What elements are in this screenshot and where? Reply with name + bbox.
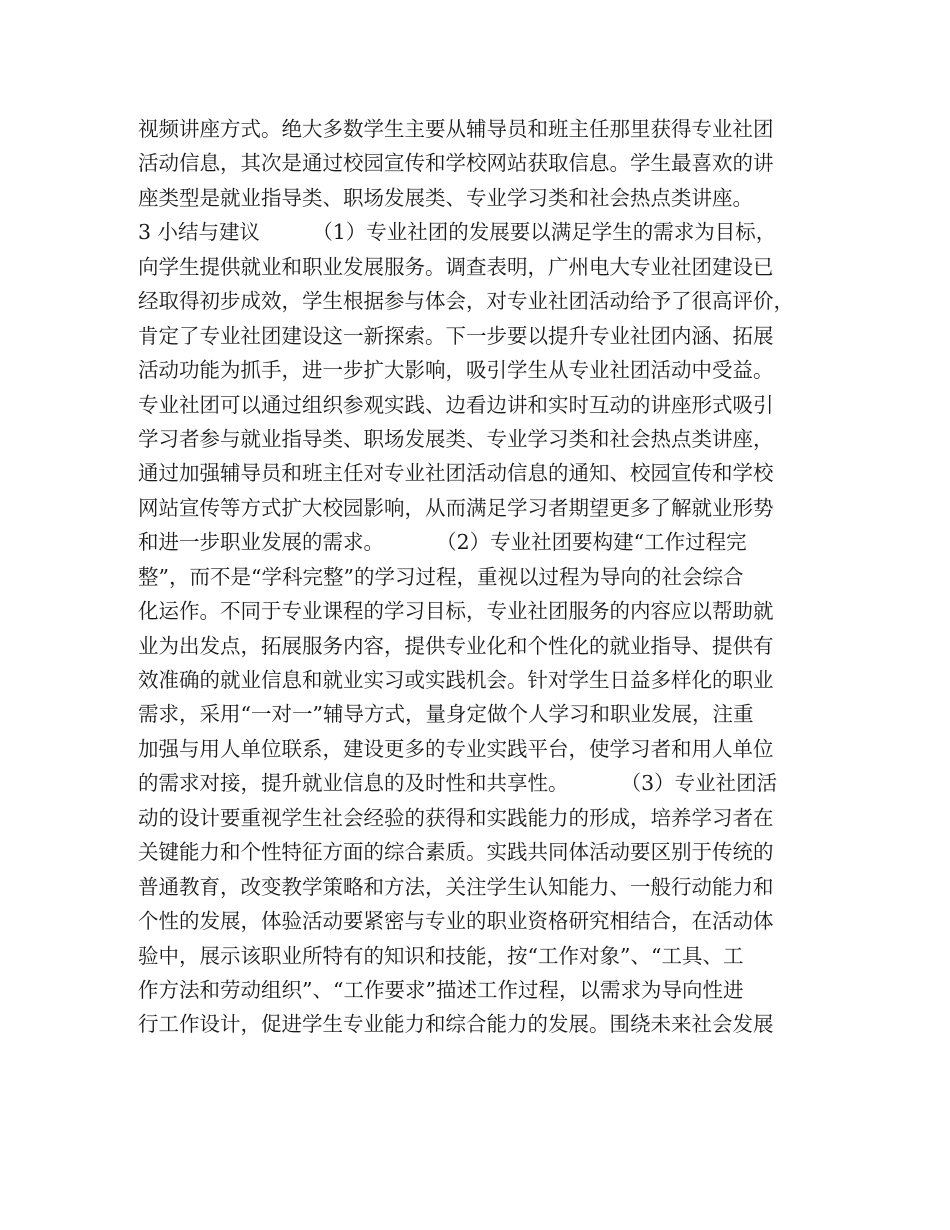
text-line: 化运作。不同于专业课程的学习目标，专业社团服务的内容应以帮助就 (138, 599, 774, 624)
body-text (138, 112, 838, 1042)
text-line: 个性的发展，体验活动要紧密与专业的职业资格研究相结合，在活动体 (138, 909, 774, 934)
text-line: 的需求对接，提升就业信息的及时性和共享性。 （3）专业社团活 (138, 771, 778, 796)
text-line: 向学生提供就业和职业发展服务。调查表明，广州电大专业社团建设已 (138, 254, 774, 279)
text-line: 动的设计要重视学生社会经验的获得和实践能力的形成，培养学习者在 (138, 805, 774, 830)
text-line: 座类型是就业指导类、职场发展类、专业学习类和社会热点类讲座。 (138, 185, 753, 210)
text-line: 验中，展示该职业所特有的知识和技能，按“工作对象”、“工具、工 (138, 943, 744, 968)
text-line: 关键能力和个性特征方面的综合素质。实践共同体活动要区别于传统的 (138, 840, 774, 865)
text-line: 活动信息，其次是通过校园宣传和学校网站获取信息。学生最喜欢的讲 (138, 151, 774, 176)
text-line: 业为出发点，拓展服务内容，提供专业化和个性化的就业指导、提供有 (138, 633, 774, 658)
text-line: 加强与用人单位联系，建设更多的专业实践平台，使学习者和用人单位 (138, 736, 774, 761)
text-line: 视频讲座方式。绝大多数学生主要从辅导员和班主任那里获得专业社团 (138, 117, 774, 141)
text-line: 活动功能为抓手，进一步扩大影响，吸引学生从专业社团活动中受益。 (138, 358, 774, 383)
text-line: 通过加强辅导员和班主任对专业社团活动信息的通知、校园宣传和学校 (138, 461, 774, 486)
text-line: 肯定了专业社团建设这一新探索。下一步要以提升专业社团内涵、拓展 (138, 323, 774, 348)
text-line: 专业社团可以通过组织参观实践、边看边讲和实时互动的讲座形式吸引 (138, 392, 774, 417)
text-line: 效准确的就业信息和就业实习或实践机会。针对学生日益多样化的职业 (138, 668, 774, 692)
text-line: 行工作设计，促进学生专业能力和综合能力的发展。围绕未来社会发展 (138, 1012, 774, 1037)
text-line: 和进一步职业发展的需求。 （2）专业社团要构建“工作过程完 (138, 530, 747, 555)
section-heading-line: 3 小结与建议 （1）专业社团的发展要以满足学生的需求为目标， (138, 220, 777, 245)
text-line: 作方法和劳动组织”、“工作要求”描述工作过程，以需求为导向性进 (138, 977, 744, 1002)
text-line: 网站宣传等方式扩大校园影响，从而满足学习者期望更多了解就业形势 (138, 495, 774, 520)
text-line: 经取得初步成效，学生根据参与体会，对专业社团活动给予了很高评价， (138, 289, 794, 314)
text-line: 普通教育，改变教学策略和方法，关注学生认知能力、一般行动能力和 (138, 874, 774, 899)
text-line: 整”，而不是“学科完整”的学习过程，重视以过程为导向的社会综合 (138, 564, 744, 589)
text-line: 需求，采用“一对一”辅导方式，量身定做个人学习和职业发展，注重 (138, 702, 754, 727)
text-line: 学习者参与就业指导类、职场发展类、专业学习类和社会热点类讲座， (138, 426, 774, 451)
